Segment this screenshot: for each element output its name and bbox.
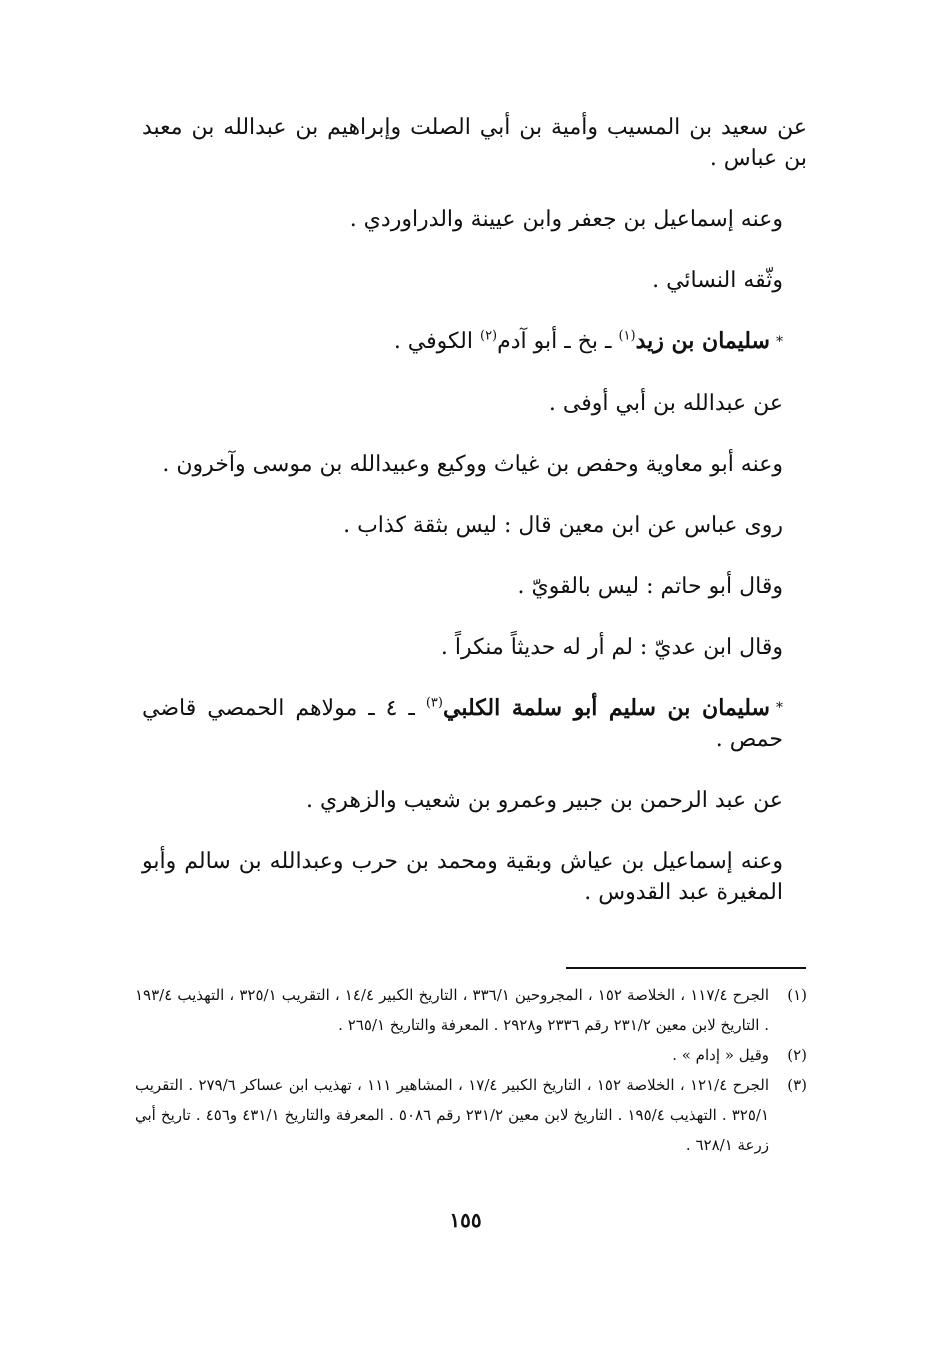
footnote-3 bbox=[135, 1070, 807, 1160]
footnote-divider bbox=[566, 967, 806, 969]
paragraph-8: وقال أبو حاتم : ليس بالقويّ . bbox=[517, 573, 783, 599]
paragraph-2: وعنه إسماعيل بن جعفر وابن عيينة والدراوردي . bbox=[349, 207, 783, 232]
footnote-ref: (٣) bbox=[425, 695, 443, 711]
main-text bbox=[142, 112, 807, 938]
footnote-text: الجرح ١٢١/٤ ، الخلاصة ١٥٢ ، التاريخ الكبير ١٧/٤ ، المشاهير ١١١ ، تهذيب ابن عساكر ٢٧٩/٦ . التقريب ٣٢٥/١ . التهذيب ١٩٥/٤ . التاريخ لابن معين ٢٣١/٢ رقم ٥٠٨٦ . المعرفة والتاريخ ٤٣١/١ و٤٥٦ . تاريخ أبي زرعة ٦٢٨/١ . bbox=[135, 1076, 770, 1154]
entry-marker: * bbox=[776, 700, 783, 716]
footnote-number: (١) bbox=[787, 986, 807, 1004]
paragraph-9: وقال ابن عديّ : لم أر له حديثاً منكراً . bbox=[440, 634, 783, 660]
entry-marker: * bbox=[776, 333, 783, 350]
footnote-number: (٣) bbox=[787, 1076, 807, 1094]
footnotes bbox=[135, 980, 807, 1160]
entry-sulayman-ibn-zayd bbox=[142, 326, 807, 358]
entry-text: ـ بخ ـ أبو آدم bbox=[497, 329, 619, 354]
entry-sulayman-ibn-salim bbox=[142, 693, 807, 756]
footnote-text: الجرح ١١٧/٤ ، الخلاصة ١٥٢ ، المجروحين ٣٣٦/١ ، التاريخ الكبير ١٤/٤ ، التقريب ٣٢٥/١ ، التهذيب ١٩٣/٤ . التاريخ لابن معين ٢٣١/٢ رقم ٢٣٣٦ و٢٩٢٨ . المعرفة والتاريخ ٢٦٥/١ . bbox=[135, 986, 769, 1034]
entry-text: ـ ٤ ـ مولاهم الحمصي قاضي حمص . bbox=[142, 695, 783, 752]
entry-text: الكوفي . bbox=[393, 329, 480, 354]
paragraph-12: وعنه إسماعيل بن عياش وبقية ومحمد بن حرب وعبدالله بن سالم وأبو المغيرة عبد القدوس . bbox=[142, 849, 783, 905]
paragraph-6: وعنه أبو معاوية وحفص بن غياث ووكيع وعبيدالله بن موسى وآخرون . bbox=[162, 451, 783, 477]
page-number: ١٥٥ bbox=[449, 1208, 482, 1232]
footnote-number: (٢) bbox=[787, 1046, 807, 1064]
footnote-ref: (٢) bbox=[479, 328, 498, 344]
paragraph-7: روى عباس عن ابن معين قال : ليس بثقة كذاب . bbox=[343, 512, 783, 538]
footnote-1 bbox=[135, 980, 807, 1040]
paragraph-3: وثّقه النسائي . bbox=[652, 268, 783, 293]
footnote-2 bbox=[135, 1040, 807, 1070]
paragraph-11: عن عبد الرحمن بن جبير وعمرو بن شعيب والزهري . bbox=[306, 788, 783, 813]
footnote-ref: (١) bbox=[618, 328, 636, 344]
paragraph-1: عن سعيد بن المسيب وأمية بن أبي الصلت وإبراهيم بن عبدالله بن معبد بن عباس . bbox=[142, 115, 807, 171]
entry-name: سليمان بن زيد bbox=[635, 328, 770, 354]
footnote-text: وقيل « إدام » . bbox=[672, 1046, 769, 1064]
entry-name: سليمان بن سليم أبو سلمة الكلبي bbox=[442, 694, 770, 721]
paragraph-5: عن عبدالله بن أبي أوفى . bbox=[548, 390, 783, 416]
